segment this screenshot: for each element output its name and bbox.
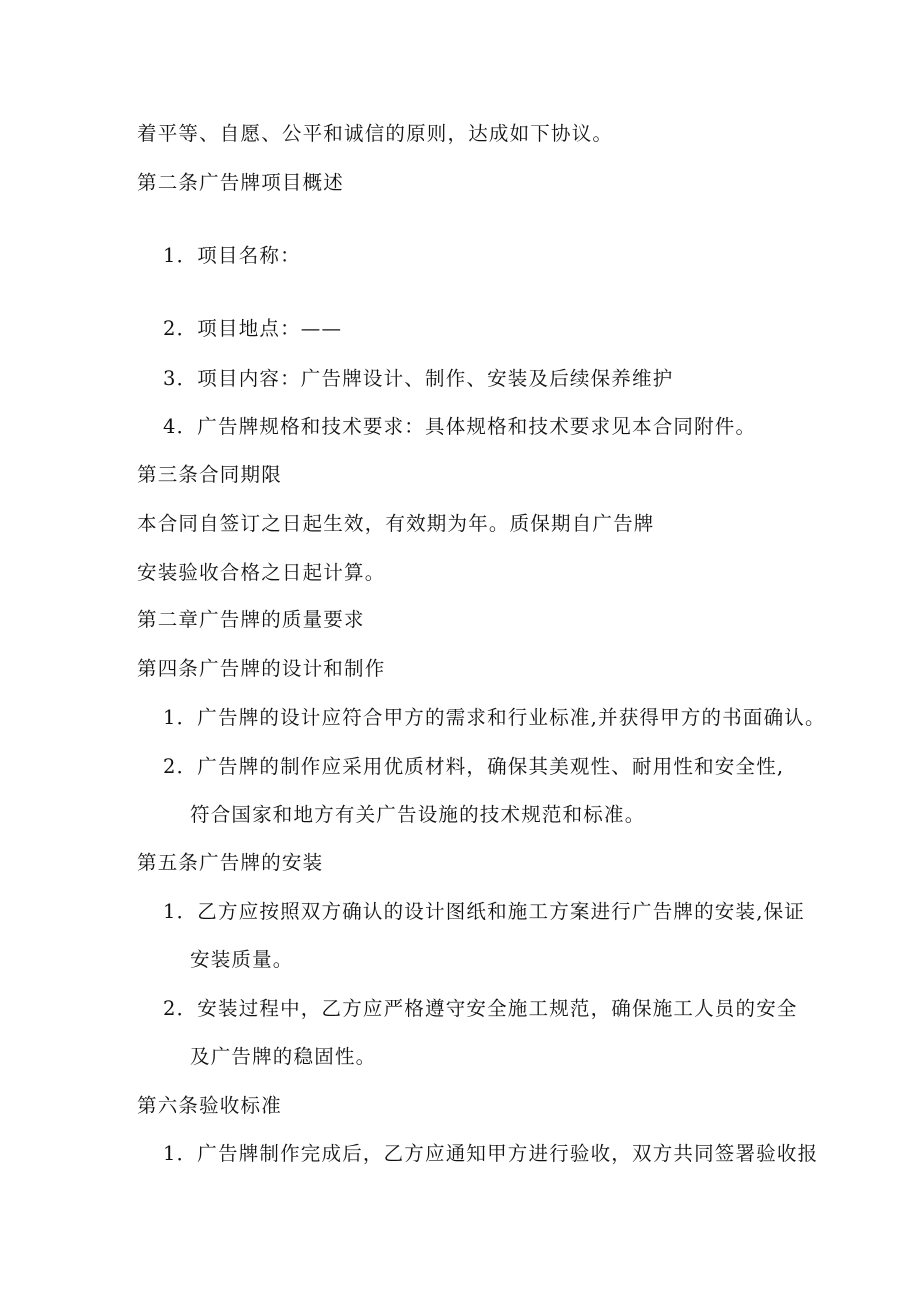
article-heading: 第二条广告牌项目概述 — [137, 171, 345, 194]
paragraph-line: 本合同自签订之日起生效，有效期为年。质保期自广告牌 — [137, 512, 655, 535]
list-item: 1．广告牌的设计应符合甲方的需求和行业标准,并获得甲方的书面确认。 — [163, 706, 826, 729]
list-item: 2．项目地点：—— — [163, 317, 343, 340]
article-heading: 第五条广告牌的安装 — [137, 851, 324, 874]
list-item: 1．项目名称： — [163, 244, 301, 267]
list-item: 1．乙方应按照双方确认的设计图纸和施工方案进行广告牌的安装,保证 — [163, 900, 806, 923]
article-heading: 第六条验收标准 — [137, 1094, 282, 1117]
chapter-heading: 第二章广告牌的质量要求 — [137, 608, 365, 631]
list-item: 1．广告牌制作完成后，乙方应通知甲方进行验收，双方共同签署验收报 — [163, 1142, 819, 1165]
list-item: 2．安装过程中，乙方应严格遵守安全施工规范，确保施工人员的安全 — [163, 997, 798, 1020]
paragraph-line: 安装验收合格之日起计算。 — [137, 561, 386, 584]
list-item: 4．广告牌规格和技术要求：具体规格和技术要求见本合同附件。 — [163, 415, 757, 438]
list-item-continuation: 及广告牌的稳固性。 — [190, 1045, 377, 1068]
paragraph-line: 着平等、自愿、公平和诚信的原则，达成如下协议。 — [137, 122, 614, 145]
article-heading: 第三条合同期限 — [137, 463, 282, 486]
list-item: 2．广告牌的制作应采用优质材料，确保其美观性、耐用性和安全性, — [163, 755, 785, 778]
list-item: 3．项目内容：广告牌设计、制作、安装及后续保养维护 — [163, 367, 674, 390]
list-item-continuation: 符合国家和地方有关广告设施的技术规范和标准。 — [190, 803, 646, 826]
article-heading: 第四条广告牌的设计和制作 — [137, 657, 386, 680]
list-item-continuation: 安装质量。 — [190, 948, 294, 971]
